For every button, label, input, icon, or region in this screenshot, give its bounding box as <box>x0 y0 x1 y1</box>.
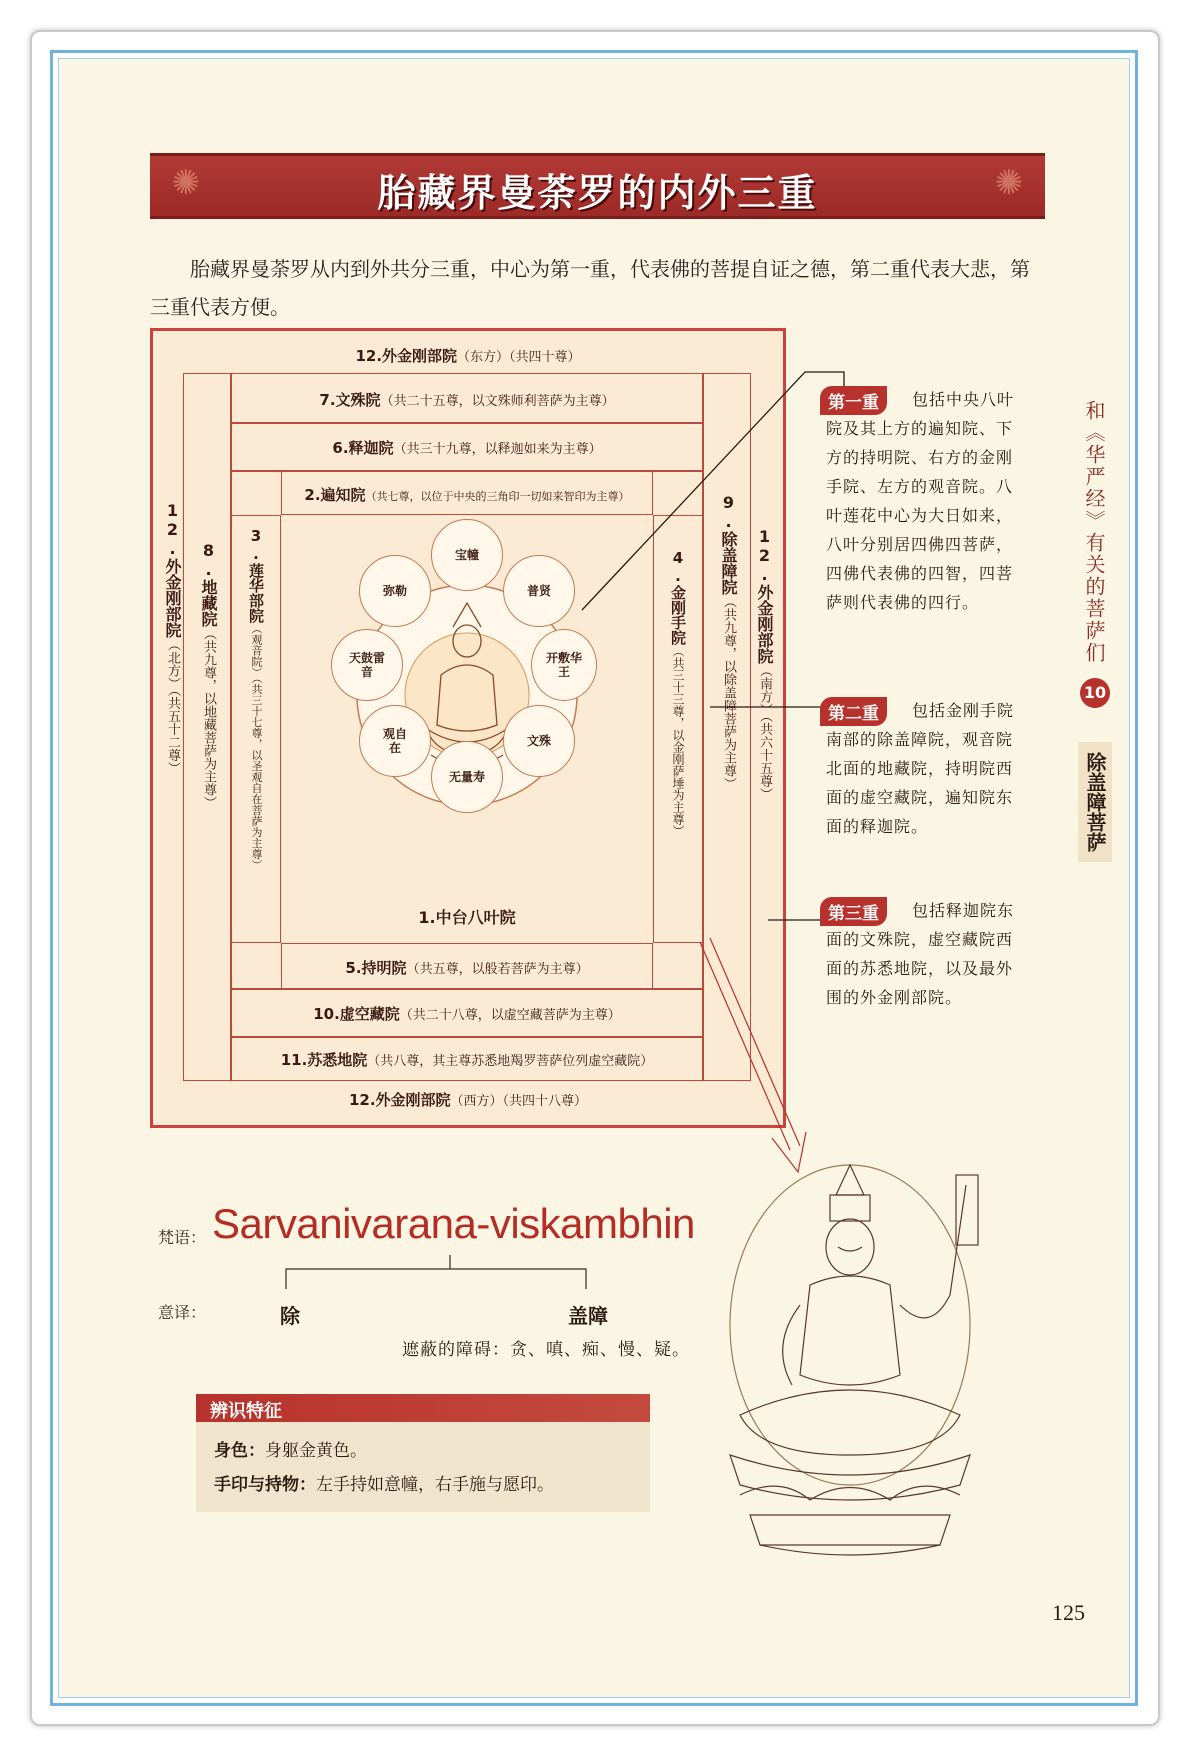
etymology-bracket <box>280 1255 600 1295</box>
obstacle-label: 9.除盖障院（共九尊，以除盖障菩萨为主尊） <box>719 493 738 790</box>
pervasive-label: 2.遍知院（共七尊，以位于中央的三角印一切如来智印为主尊） <box>304 486 630 504</box>
title-banner <box>150 153 1045 219</box>
feature-body-color: 身色：身躯金黄色。 <box>214 1441 367 1461</box>
petal-bottom: 无量寿 <box>431 741 503 813</box>
bodhisattva-name-tab: 除盖障菩萨 <box>1078 742 1112 862</box>
sanskrit-word: Sarvanivarana-viskambhin <box>212 1200 695 1247</box>
chapter-heading: 和《华严经》有关的菩萨们 <box>1082 400 1106 664</box>
outer-vajra-west-label: 12.外金刚部院（西方）（共四十八尊） <box>348 1091 588 1109</box>
petal-bottom-left: 观自在 <box>359 705 431 777</box>
intro-paragraph: 胎藏界曼荼罗从内到外共分三重，中心为第一重，代表佛的菩提自证之德，第二重代表大悲，第三重代表方便。 <box>150 257 1030 319</box>
lotus-ornament-icon: ✺ <box>994 163 1024 203</box>
petal-bottom-right: 文殊 <box>503 705 575 777</box>
akasagarbha-label: 10.虚空藏院（共二十八尊，以虚空藏菩萨为主尊） <box>313 1005 621 1023</box>
manjusri-label: 7.文殊院（共二十五尊，以文殊师利菩萨为主尊） <box>319 391 615 409</box>
layer-two-note: 包括金刚手院南部的除盖障院，观音院北面的地藏院，持明院西面的虚空藏院，遍知院东面的释迦院。 <box>826 701 1015 836</box>
outer-vajra-east-label: 12.外金刚部院（东方）（共四十尊） <box>355 347 581 365</box>
layer-one-note: 包括中央八叶院及其上方的遍知院、下方的持明院、右方的金刚手院、左方的观音院。八叶莲花中心为大日如来，八叶分别居四佛四菩萨，四佛代表佛的四智，四菩萨则代表佛的四行。 <box>826 390 1015 612</box>
meaning-part-obstacles: 盖障 <box>568 1304 608 1328</box>
sanskrit-label: 梵语： <box>158 1228 207 1247</box>
ksitigarbha-label: 8.地藏院（共九尊，以地藏菩萨为主尊） <box>199 541 218 809</box>
layer-one-tag: 第一重 <box>820 386 887 415</box>
features-title: 辨识特征 <box>210 1401 282 1422</box>
vajra-label: 4.金刚手院（共三十三尊，以金刚萨埵为主尊） <box>669 549 687 837</box>
meaning-label: 意译： <box>158 1303 207 1322</box>
callout-lines <box>560 360 860 1260</box>
feature-hand-gesture: 手印与持物：左手持如意幢，右手施与愿印。 <box>214 1475 554 1495</box>
features-header <box>196 1394 650 1422</box>
outer-vajra-south-label: 12.外金刚部院（南方）（共六十五尊） <box>755 527 774 801</box>
outer-vajra-north-label: 12.外金刚部院（北方）（共五十二尊） <box>163 501 182 775</box>
meaning-explanation: 遮蔽的障碍：贪、嗔、痴、慢、疑。 <box>402 1340 690 1360</box>
petal-left: 天鼓雷音 <box>331 629 403 701</box>
meaning-part-remove: 除 <box>280 1304 300 1328</box>
petal-right: 开敷华王 <box>531 629 597 701</box>
center-court-label: 1.中台八叶院 <box>418 908 516 927</box>
lotus-ornament-icon: ✺ <box>171 163 201 203</box>
features-box <box>196 1422 650 1512</box>
layer-three-note: 包括释迦院东面的文殊院，虚空藏院西面的苏悉地院，以及最外围的外金刚部院。 <box>826 901 1015 1007</box>
sakya-label: 6.释迦院（共三十九尊，以释迦如来为主尊） <box>332 439 602 457</box>
page-title: 胎藏界曼荼罗的内外三重 <box>377 171 818 215</box>
lotus-label: 3.莲华部院（观音院）（共三十七尊，以圣观自在菩萨为主尊） <box>247 527 265 871</box>
page-number: 125 <box>1052 1600 1085 1625</box>
petal-top-left: 弥勒 <box>359 555 431 627</box>
bodhisattva-illustration-icon <box>700 1155 1020 1575</box>
petal-top-right: 普贤 <box>503 555 575 627</box>
layer-two-tag: 第二重 <box>820 697 887 726</box>
vidya-label: 5.持明院（共五尊，以般若菩萨为主尊） <box>345 959 589 977</box>
layer-three-tag: 第三重 <box>820 897 887 926</box>
susiddhi-label: 11.苏悉地院（共八尊，其主尊苏悉地羯罗菩萨位列虚空藏院） <box>280 1051 654 1069</box>
petal-top: 宝幢 <box>431 519 503 591</box>
chapter-number: 10 <box>1080 678 1110 708</box>
